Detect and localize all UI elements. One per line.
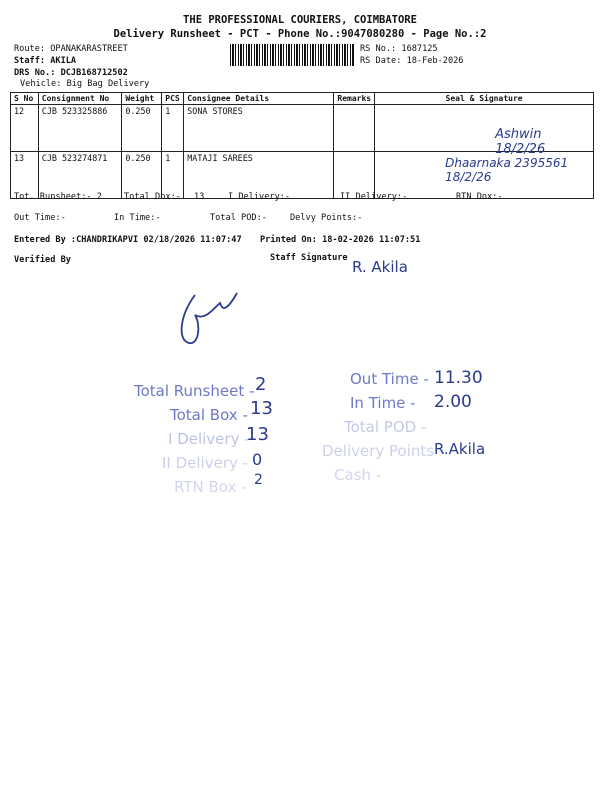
stamp-out-time: Out Time - (350, 370, 429, 388)
stamp-total-box-value: 13 (250, 398, 273, 419)
staff-signed-name: R. Akila (352, 258, 408, 276)
table-header (11, 93, 594, 105)
out-time: Out Time:- (14, 213, 66, 223)
drs-number: DRS No.: DCJB168712502 (14, 68, 128, 78)
total-dox-label: Total Dox:- (124, 192, 181, 202)
col-remarks: Remarks (334, 93, 375, 105)
entered-by: Entered By :CHANDRIKAPVI 02/18/2026 11:07:47 (14, 235, 242, 245)
staff: Staff: AKILA (14, 56, 77, 66)
cell-pcs: 1 (162, 105, 184, 152)
printed-on: Printed On: 18-02-2026 11:07:51 (260, 235, 421, 245)
col-seal-signature: Seal & Signature (375, 93, 594, 105)
stamp-total-runsheet-value: 2 (255, 374, 267, 395)
i-delivery: I Delivery:- (228, 192, 291, 202)
cell-consignment: CJB 523274871 (38, 152, 122, 199)
stamp-rtn-box-value: 2 (254, 472, 263, 488)
rtn-dox: RTN Dox:- (456, 192, 503, 202)
stamp-out-time-value: 11.30 (434, 368, 483, 388)
cell-consignee: MATAJI SAREES (184, 152, 334, 199)
stamp-delivery-points-value: R.Akila (434, 440, 486, 458)
col-sno: S No (11, 93, 39, 105)
cell-signature (375, 105, 594, 157)
total-runsheet: Tot. Runsheet:- 2 (14, 192, 102, 202)
staff-signature-label: Staff Signature (270, 253, 348, 263)
verifier-signature-icon (175, 285, 245, 355)
stamp-total-box: Total Box - (170, 406, 248, 424)
vehicle: Vehicle: Big Bag Delivery (20, 79, 150, 89)
rs-number: RS No.: 1687125 (360, 44, 438, 54)
cell-weight: 0.250 (122, 152, 162, 199)
stamp-total-runsheet: Total Runsheet - (134, 382, 255, 400)
table-row (11, 105, 594, 152)
total-dox-value: 13 (194, 192, 205, 202)
route: Route: OPANAKARASTREET (14, 44, 128, 54)
cell-weight: 0.250 (122, 105, 162, 152)
ii-delivery: II Delivery:- (340, 192, 408, 202)
stamp-ii-delivery: II Delivery - (162, 454, 249, 472)
stamp-total-pod: Total POD - (344, 418, 427, 436)
rs-date: RS Date: 18-Feb-2026 (360, 56, 464, 66)
cell-consignee: SONA STORES (184, 105, 334, 152)
cell-consignment: CJB 523325886 (38, 105, 122, 152)
runsheet-subtitle: Delivery Runsheet - PCT - Phone No.:9047080280 - Page No.:2 (113, 28, 487, 40)
stamp-in-time: In Time - (350, 394, 416, 412)
stamp-delivery-points: Delivery Points - (322, 442, 445, 460)
delivery-table (10, 92, 594, 199)
cell-remarks (334, 105, 375, 152)
delvy-points: Delvy Points:- (290, 213, 363, 223)
signature-handwritten: Ashwin 18/2/26 (495, 127, 546, 157)
company-title: THE PROFESSIONAL COURIERS, COIMBATORE (183, 14, 417, 26)
stamp-rtn-box: RTN Box - (174, 478, 247, 496)
col-consignment: Consignment No (38, 93, 122, 105)
in-time: In Time:- (114, 213, 161, 223)
total-pod: Total POD:- (210, 213, 267, 223)
stamp-cash: Cash - (334, 466, 382, 484)
col-weight: Weight (122, 93, 162, 105)
cell-pcs: 1 (162, 152, 184, 199)
col-pcs: PCS (162, 93, 184, 105)
stamp-i-delivery: I Delivery - (168, 430, 250, 448)
stamp-ii-delivery-value: 0 (252, 450, 263, 469)
col-consignee: Consignee Details (184, 93, 334, 105)
cell-sno: 13 (11, 152, 39, 199)
cell-sno: 12 (11, 105, 39, 152)
stamp-i-delivery-value: 13 (246, 424, 269, 445)
signature-handwritten: Dhaarnaka 2395561 18/2/26 (445, 156, 569, 184)
stamp-in-time-value: 2.00 (434, 392, 472, 412)
barcode (230, 44, 354, 66)
verified-by: Verified By (14, 255, 71, 265)
